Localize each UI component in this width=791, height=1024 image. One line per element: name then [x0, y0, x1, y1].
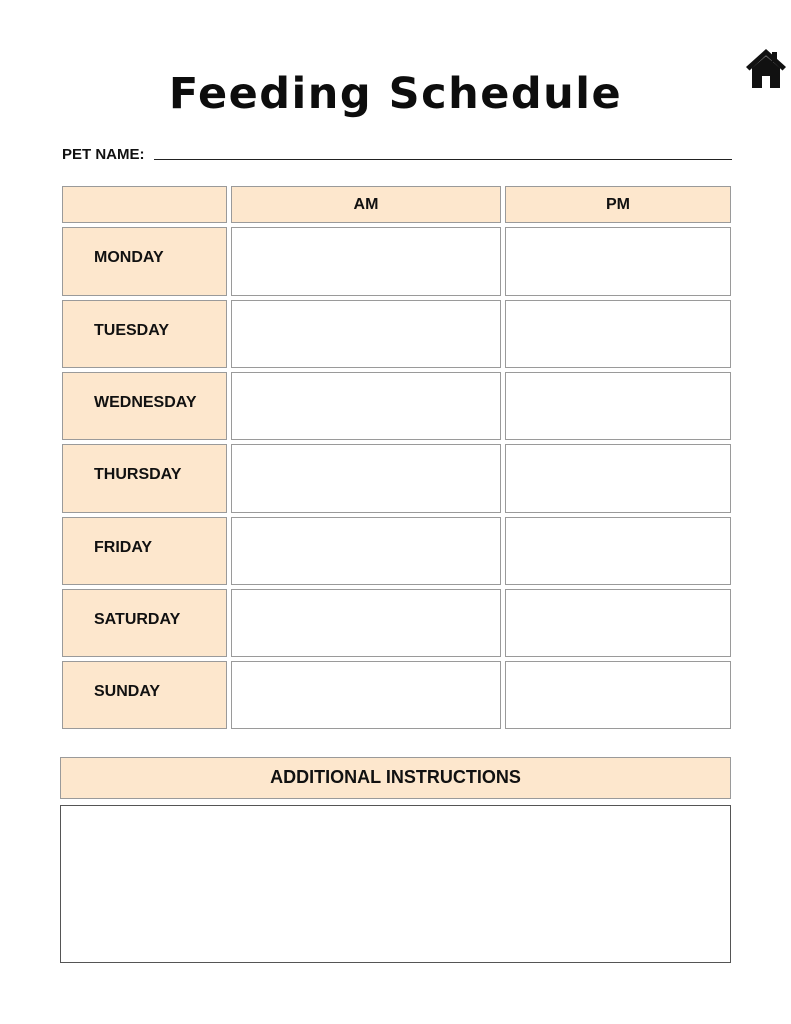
header-label-am: AM [353, 196, 379, 213]
page-title: Feeding Schedule [168, 69, 623, 119]
header-label-pm: PM [606, 196, 630, 213]
pet-name-row [62, 144, 732, 164]
day-label: TUESDAY [94, 322, 169, 339]
pm-field-wednesday[interactable] [505, 372, 731, 440]
header-cell-pm [505, 186, 731, 223]
day-label: THURSDAY [94, 466, 182, 483]
pm-field-thursday[interactable] [505, 444, 731, 513]
pet-name-label: PET NAME: [62, 146, 145, 163]
day-cell-tuesday [62, 300, 227, 368]
day-cell-friday [62, 517, 227, 585]
day-cell-monday [62, 227, 227, 296]
am-field-sunday[interactable] [231, 661, 501, 729]
am-field-wednesday[interactable] [231, 372, 501, 440]
day-label: WEDNESDAY [94, 394, 197, 411]
header-cell-am [231, 186, 501, 223]
pm-field-sunday[interactable] [505, 661, 731, 729]
pm-field-saturday[interactable] [505, 589, 731, 657]
day-label: SATURDAY [94, 611, 181, 628]
day-cell-saturday [62, 589, 227, 657]
am-field-friday[interactable] [231, 517, 501, 585]
instructions-heading: ADDITIONAL INSTRUCTIONS [60, 757, 731, 799]
day-label: FRIDAY [94, 539, 153, 556]
day-cell-thursday [62, 444, 227, 513]
day-cell-wednesday [62, 372, 227, 440]
am-field-tuesday[interactable] [231, 300, 501, 368]
am-field-thursday[interactable] [231, 444, 501, 513]
day-label: MONDAY [94, 249, 164, 266]
day-cell-sunday [62, 661, 227, 729]
pm-field-monday[interactable] [505, 227, 731, 296]
am-field-monday[interactable] [231, 227, 501, 296]
pm-field-tuesday[interactable] [505, 300, 731, 368]
pm-field-friday[interactable] [505, 517, 731, 585]
pet-name-field[interactable] [154, 159, 732, 160]
day-label: SUNDAY [94, 683, 161, 700]
instructions-field[interactable] [60, 805, 731, 963]
am-field-saturday[interactable] [231, 589, 501, 657]
header-cell-day [62, 186, 227, 223]
